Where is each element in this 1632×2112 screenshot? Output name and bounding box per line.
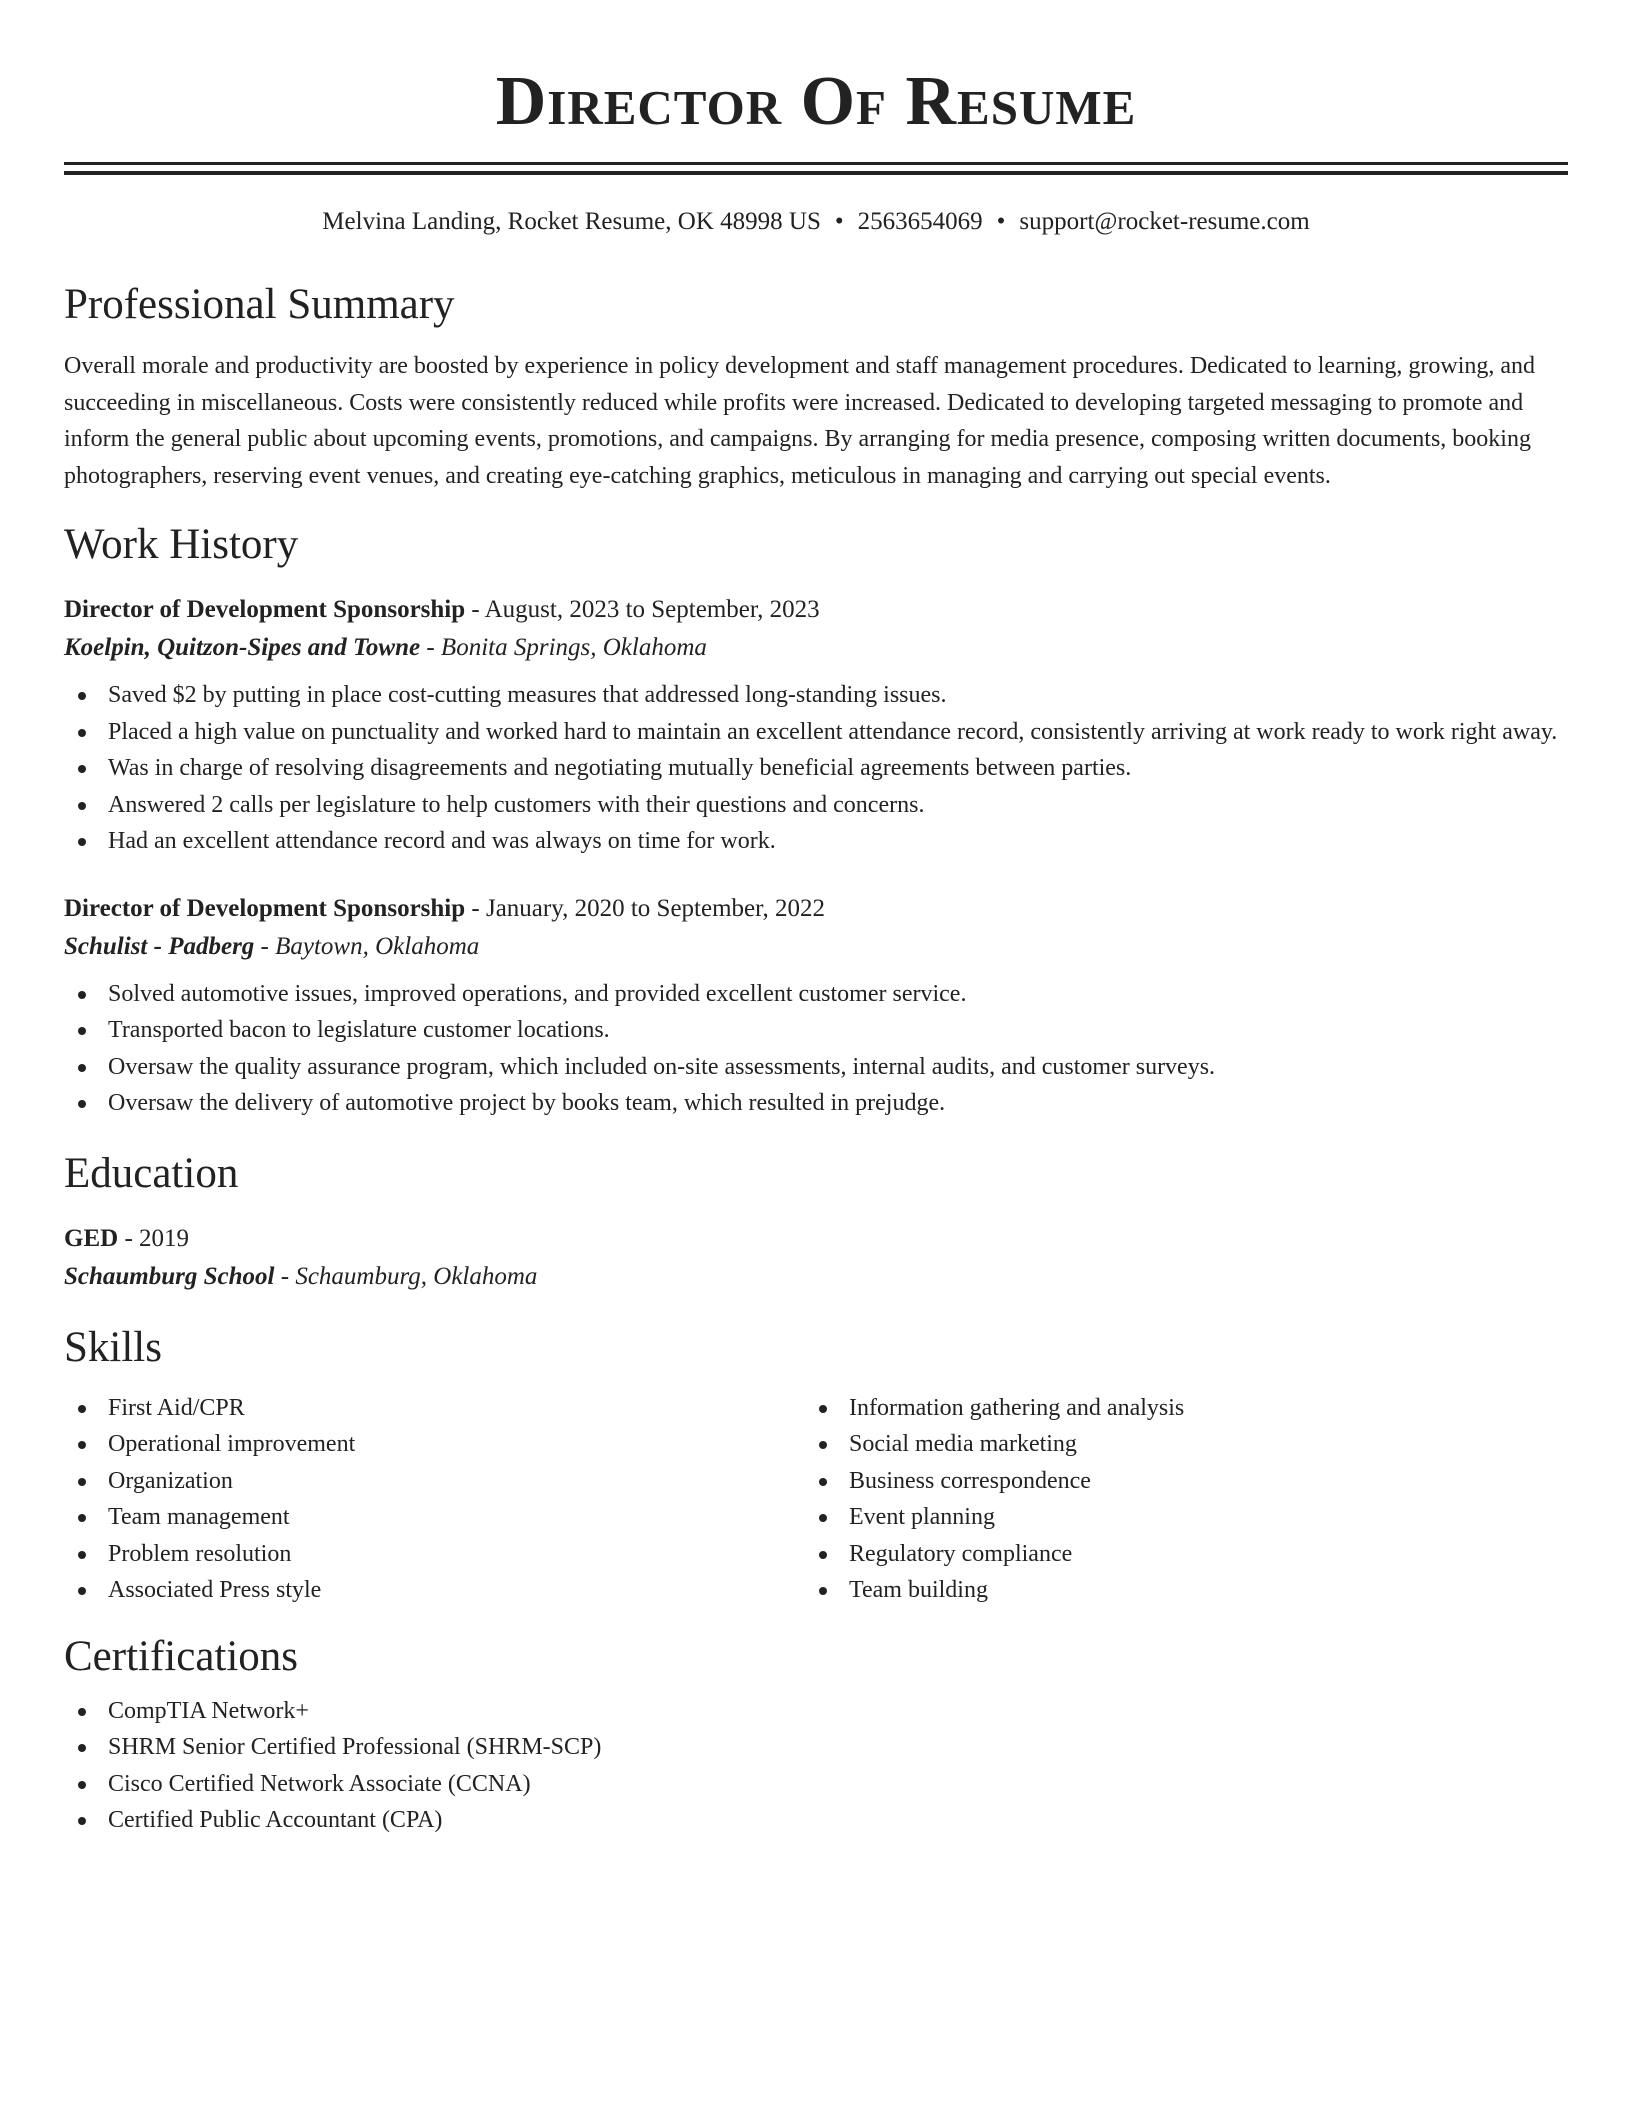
bullet-dot-icon [78,1478,86,1486]
job-bullet-text: Transported bacon to legislature customer locations. [108,1017,610,1043]
certification-text: Certified Public Accountant (CPA) [108,1807,443,1833]
bullet-dot-icon [819,1551,827,1559]
job-company: Schulist - Padberg [64,932,255,960]
skill-item [805,1572,1546,1609]
education-school-line [64,1258,1568,1296]
skill-item [64,1572,805,1609]
skill-text: Organization [108,1467,233,1494]
skill-item [64,1499,805,1536]
job-title: Director of Development Sponsorship [64,596,466,623]
skill-text: Event planning [849,1504,995,1530]
job-bullets [64,976,1568,1122]
skill-item [805,1536,1546,1573]
skill-text: Problem resolution [108,1540,292,1567]
skill-text: Operational improvement [108,1431,356,1457]
summary-heading: Professional Summary [64,281,455,328]
certification-text: SHRM Senior Certified Professional (SHRM-SCP) [108,1734,602,1760]
certifications-heading: Certifications [64,1632,299,1680]
bullet-dot-icon [78,1064,86,1072]
job-bullet [64,677,1568,714]
bullet-dot-icon [78,802,86,810]
bullet-dot-icon [819,1587,827,1595]
bullet-dot-icon [819,1478,827,1486]
work-history-section [64,519,1568,1122]
job-bullets [64,677,1568,860]
education-degree-line [64,1220,1568,1258]
job-bullet [64,714,1568,751]
job-bullet-text: Solved automotive issues, improved operations, and provided excellent customer service. [108,980,967,1007]
bullet-dot-icon [78,1514,86,1522]
job-bullet [64,1049,1568,1086]
bullet-dot-icon [819,1514,827,1522]
skill-text: Information gathering and analysis [849,1394,1185,1421]
education-school: Schaumburg School [64,1262,275,1290]
education-heading: Education [64,1149,239,1197]
job-bullet-text: Saved $2 by putting in place cost-cutting measures that addressed long-standing issues. [108,682,947,708]
job-bullet [64,823,1568,860]
job-bullet-text: Placed a high value on punctuality and worked hard to maintain an excellent attendance record, consistently arriving at work ready to work right away. [108,718,1558,745]
candidate-name: Director Of Resume [495,63,1137,140]
summary-section [64,279,1568,494]
job-location: - Baytown, Oklahoma [254,932,480,960]
job-bullet [64,1085,1568,1122]
skill-item [805,1390,1546,1427]
bullet-dot-icon [819,1405,827,1413]
header-rule-top [64,162,1568,165]
job-bullet-text: Oversaw the quality assurance program, which included on-site assessments, internal audits, and customer surveys. [108,1053,1216,1080]
bullet-dot-icon [78,692,86,700]
job-bullet [64,787,1568,824]
certification-text: CompTIA Network+ [108,1697,309,1724]
bullet-dot-icon [78,1781,86,1789]
contact-line [64,205,1568,239]
skill-item [64,1536,805,1573]
bullet-dot-icon [78,1708,86,1716]
job-bullet-text: Answered 2 calls per legislature to help customers with their questions and concerns. [108,791,925,818]
job-dates: - August, 2023 to September, 2023 [465,596,820,623]
job-company-line [64,928,1568,966]
contact-phone: 2563654069 [857,208,983,235]
skill-text: Regulatory compliance [849,1540,1073,1567]
skill-text: Team management [108,1504,290,1530]
certifications-section [64,1631,1568,1839]
job-dates: - January, 2020 to September, 2022 [465,894,825,922]
job-bullet-text: Oversaw the delivery of automotive project by books team, which resulted in prejudge. [108,1090,946,1116]
skill-item [805,1499,1546,1536]
job-company: Koelpin, Quitzon-Sipes and Towne [64,634,421,661]
job-bullet-text: Had an excellent attendance record and was always on time for work. [108,828,776,854]
skill-item [64,1463,805,1500]
certification-item [64,1729,1568,1766]
job-bullet [64,1012,1568,1049]
job-title-line [64,591,1568,629]
skills-section [64,1322,1568,1609]
certification-item [64,1766,1568,1803]
skill-text: Social media marketing [849,1431,1077,1457]
job-company-line [64,629,1568,667]
skills-column-right [805,1390,1546,1609]
skills-grid [64,1390,1568,1609]
bullet-dot-icon [78,991,86,999]
contact-separator: • [834,208,844,235]
skill-item [64,1390,805,1427]
bullet-dot-icon [78,1744,86,1752]
skill-text: Team building [849,1577,988,1603]
skills-heading: Skills [64,1323,162,1371]
bullet-dot-icon [78,1817,86,1825]
skills-column-left [64,1390,805,1609]
certification-text: Cisco Certified Network Associate (CCNA) [108,1770,531,1797]
bullet-dot-icon [78,1587,86,1595]
job-bullet-text: Was in charge of resolving disagreements and negotiating mutually beneficial agreements between parties. [108,755,1132,781]
bullet-dot-icon [78,838,86,846]
skill-text: Associated Press style [108,1577,322,1603]
bullet-dot-icon [78,1405,86,1413]
skill-text: Business correspondence [849,1467,1091,1494]
certification-item [64,1802,1568,1839]
job-bullet [64,976,1568,1013]
education-degree: GED [64,1224,119,1252]
bullet-dot-icon [78,765,86,773]
bullet-dot-icon [819,1441,827,1449]
education-section [64,1148,1568,1296]
skill-item [805,1463,1546,1500]
skill-item [64,1426,805,1463]
job-entry [64,890,1568,1122]
bullet-dot-icon [78,1441,86,1449]
education-year: - 2019 [118,1224,190,1252]
certifications-list [64,1693,1568,1839]
job-title-line [64,890,1568,928]
certification-item [64,1693,1568,1730]
contact-email[interactable]: support@rocket-resume.com [1019,208,1310,235]
bullet-dot-icon [78,1551,86,1559]
job-location: - Bonita Springs, Oklahoma [420,634,707,661]
skill-text: First Aid/CPR [108,1394,245,1421]
education-location: - Schaumburg, Oklahoma [274,1262,538,1290]
header-rule-bottom [64,171,1568,175]
job-bullet [64,750,1568,787]
contact-address: Melvina Landing, Rocket Resume, OK 48998 US [322,208,821,235]
bullet-dot-icon [78,1027,86,1035]
skill-item [805,1426,1546,1463]
bullet-dot-icon [78,729,86,737]
education-entry [64,1220,1568,1296]
work-history-heading: Work History [64,521,299,568]
bullet-dot-icon [78,1100,86,1108]
contact-separator: • [996,208,1006,235]
job-title: Director of Development Sponsorship [64,894,466,922]
job-entry [64,591,1568,860]
summary-text: Overall morale and productivity are boosted by experience in policy development and staff management procedures. Dedicated to learning, growing, and succeeding in miscellaneous. Costs were consistently reduced while profits were increased. Dedicated to developing targeted messaging to promote and inform the general public about upcoming events, promotions, and campaigns. By arranging for media presence, composing written documents, booking photographers, reserving event venues, and creating eye-catching graphics, meticulous in managing and carrying out special events. [64,353,1536,489]
